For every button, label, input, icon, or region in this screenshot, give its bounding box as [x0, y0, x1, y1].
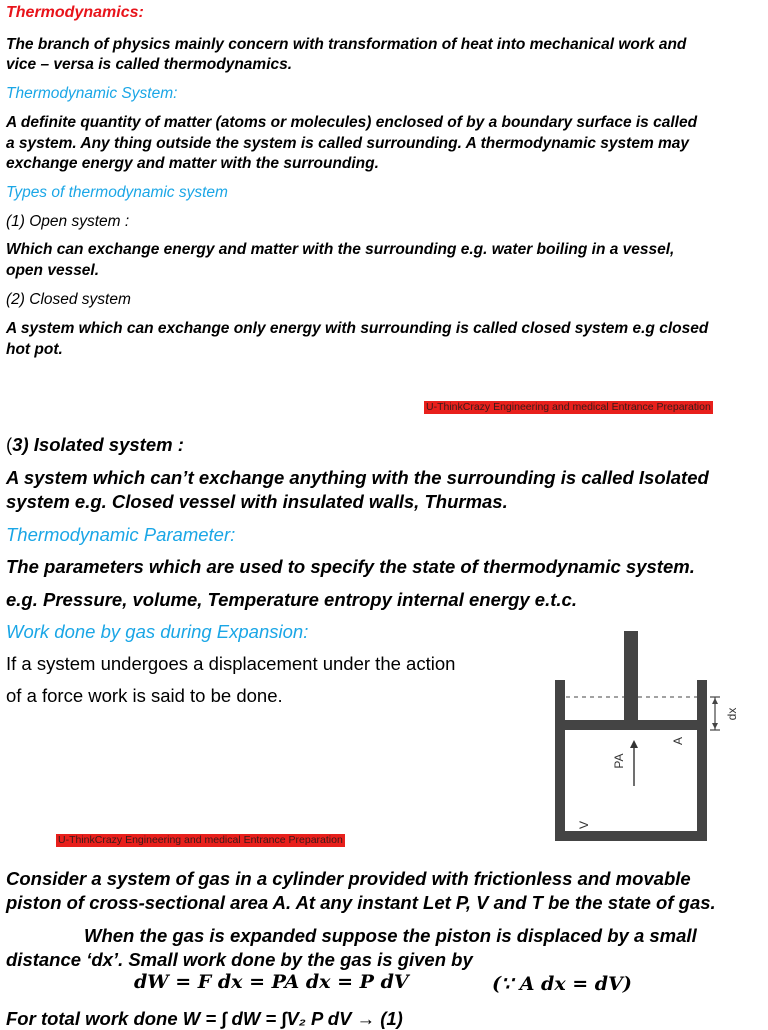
work-equation-reason: (∵ A dx = dV) — [492, 973, 632, 995]
isolated-definition-line-1: A system which can’t exchange anything with the surrounding is called Isolated — [6, 467, 709, 488]
cylinder-bottom — [555, 831, 707, 841]
expand-line-2: distance ‘dx’. Small work done by the gas is given by — [6, 949, 473, 970]
isolated-system-title — [6, 434, 184, 456]
heading-thermodynamics: Thermodynamics: — [6, 4, 144, 21]
parameter-definition-line-1: The parameters which are used to specify the state of thermodynamic system. — [6, 556, 695, 577]
watermark-label: U-ThinkCrazy Engineering and medical Entrance Preparation — [426, 401, 711, 413]
watermark-label-2: U-ThinkCrazy Engineering and medical Entrance Preparation — [58, 834, 343, 846]
open-system-definition-line-1: Which can exchange energy and matter with the surrounding e.g. water boiling in a vessel, — [6, 241, 675, 258]
parameter-definition-line-2: e.g. Pressure, volume, Temperature entropy internal energy e.t.c. — [6, 589, 577, 610]
heading-work-done: Work done by gas during Expansion: — [6, 621, 309, 642]
system-definition-line-2: a system. Any thing outside the system is called surrounding. A thermodynamic system may — [6, 135, 690, 152]
label-v: V — [577, 820, 591, 830]
isolated-paren: ( — [6, 434, 13, 455]
total-work-line: For total work done W = ∫ dW = ∫V₂ P dV → (1) — [6, 1008, 403, 1029]
heading-types: Types of thermodynamic system — [6, 184, 228, 201]
thermo-definition-line-2: vice – versa is called thermodynamics. — [6, 56, 293, 73]
consider-line-1: Consider a system of gas in a cylinder provided with frictionless and movable — [6, 868, 691, 889]
system-definition-line-3: exchange energy and matter with the surrounding. — [6, 155, 379, 172]
open-system-definition-line-2: open vessel. — [6, 262, 100, 279]
thermo-definition-line-1: The branch of physics mainly concern with transformation of heat into mechanical work and — [6, 36, 687, 53]
label-a: A — [671, 736, 685, 746]
open-system-title: (1) Open system : — [6, 213, 130, 230]
heading-thermodynamic-parameter: Thermodynamic Parameter: — [6, 524, 236, 545]
closed-system-title: (2) Closed system — [6, 291, 131, 308]
cylinder-left-wall — [555, 680, 565, 841]
system-definition-line-1: A definite quantity of matter (atoms or molecules) enclosed of by a boundary surface is called — [6, 114, 698, 131]
piston-rod — [624, 631, 638, 723]
isolated-title-text: 3) Isolated system : — [12, 434, 184, 455]
label-dx: dx — [725, 707, 739, 721]
isolated-definition-line-2: system e.g. Closed vessel with insulated walls, Thurmas. — [6, 491, 508, 512]
cylinder-right-wall — [697, 680, 707, 841]
closed-system-definition-line-2: hot pot. — [6, 341, 63, 358]
heading-thermodynamic-system: Thermodynamic System: — [6, 85, 178, 102]
label-pa: PA — [612, 753, 626, 769]
closed-system-definition-line-1: A system which can exchange only energy with surrounding is called closed system e.g closed — [6, 320, 709, 337]
work-equation: dW = F dx = PA dx = P dV — [134, 971, 409, 993]
piston-cylinder-diagram — [548, 628, 748, 844]
consider-line-2: piston of cross-sectional area A. At any instant Let P, V and T be the state of gas. — [6, 892, 716, 913]
expand-line-1: When the gas is expanded suppose the piston is displaced by a small — [84, 925, 697, 946]
work-definition-line-1: If a system undergoes a displacement under the action — [6, 653, 456, 674]
work-definition-line-2: of a force work is said to be done. — [6, 685, 283, 706]
